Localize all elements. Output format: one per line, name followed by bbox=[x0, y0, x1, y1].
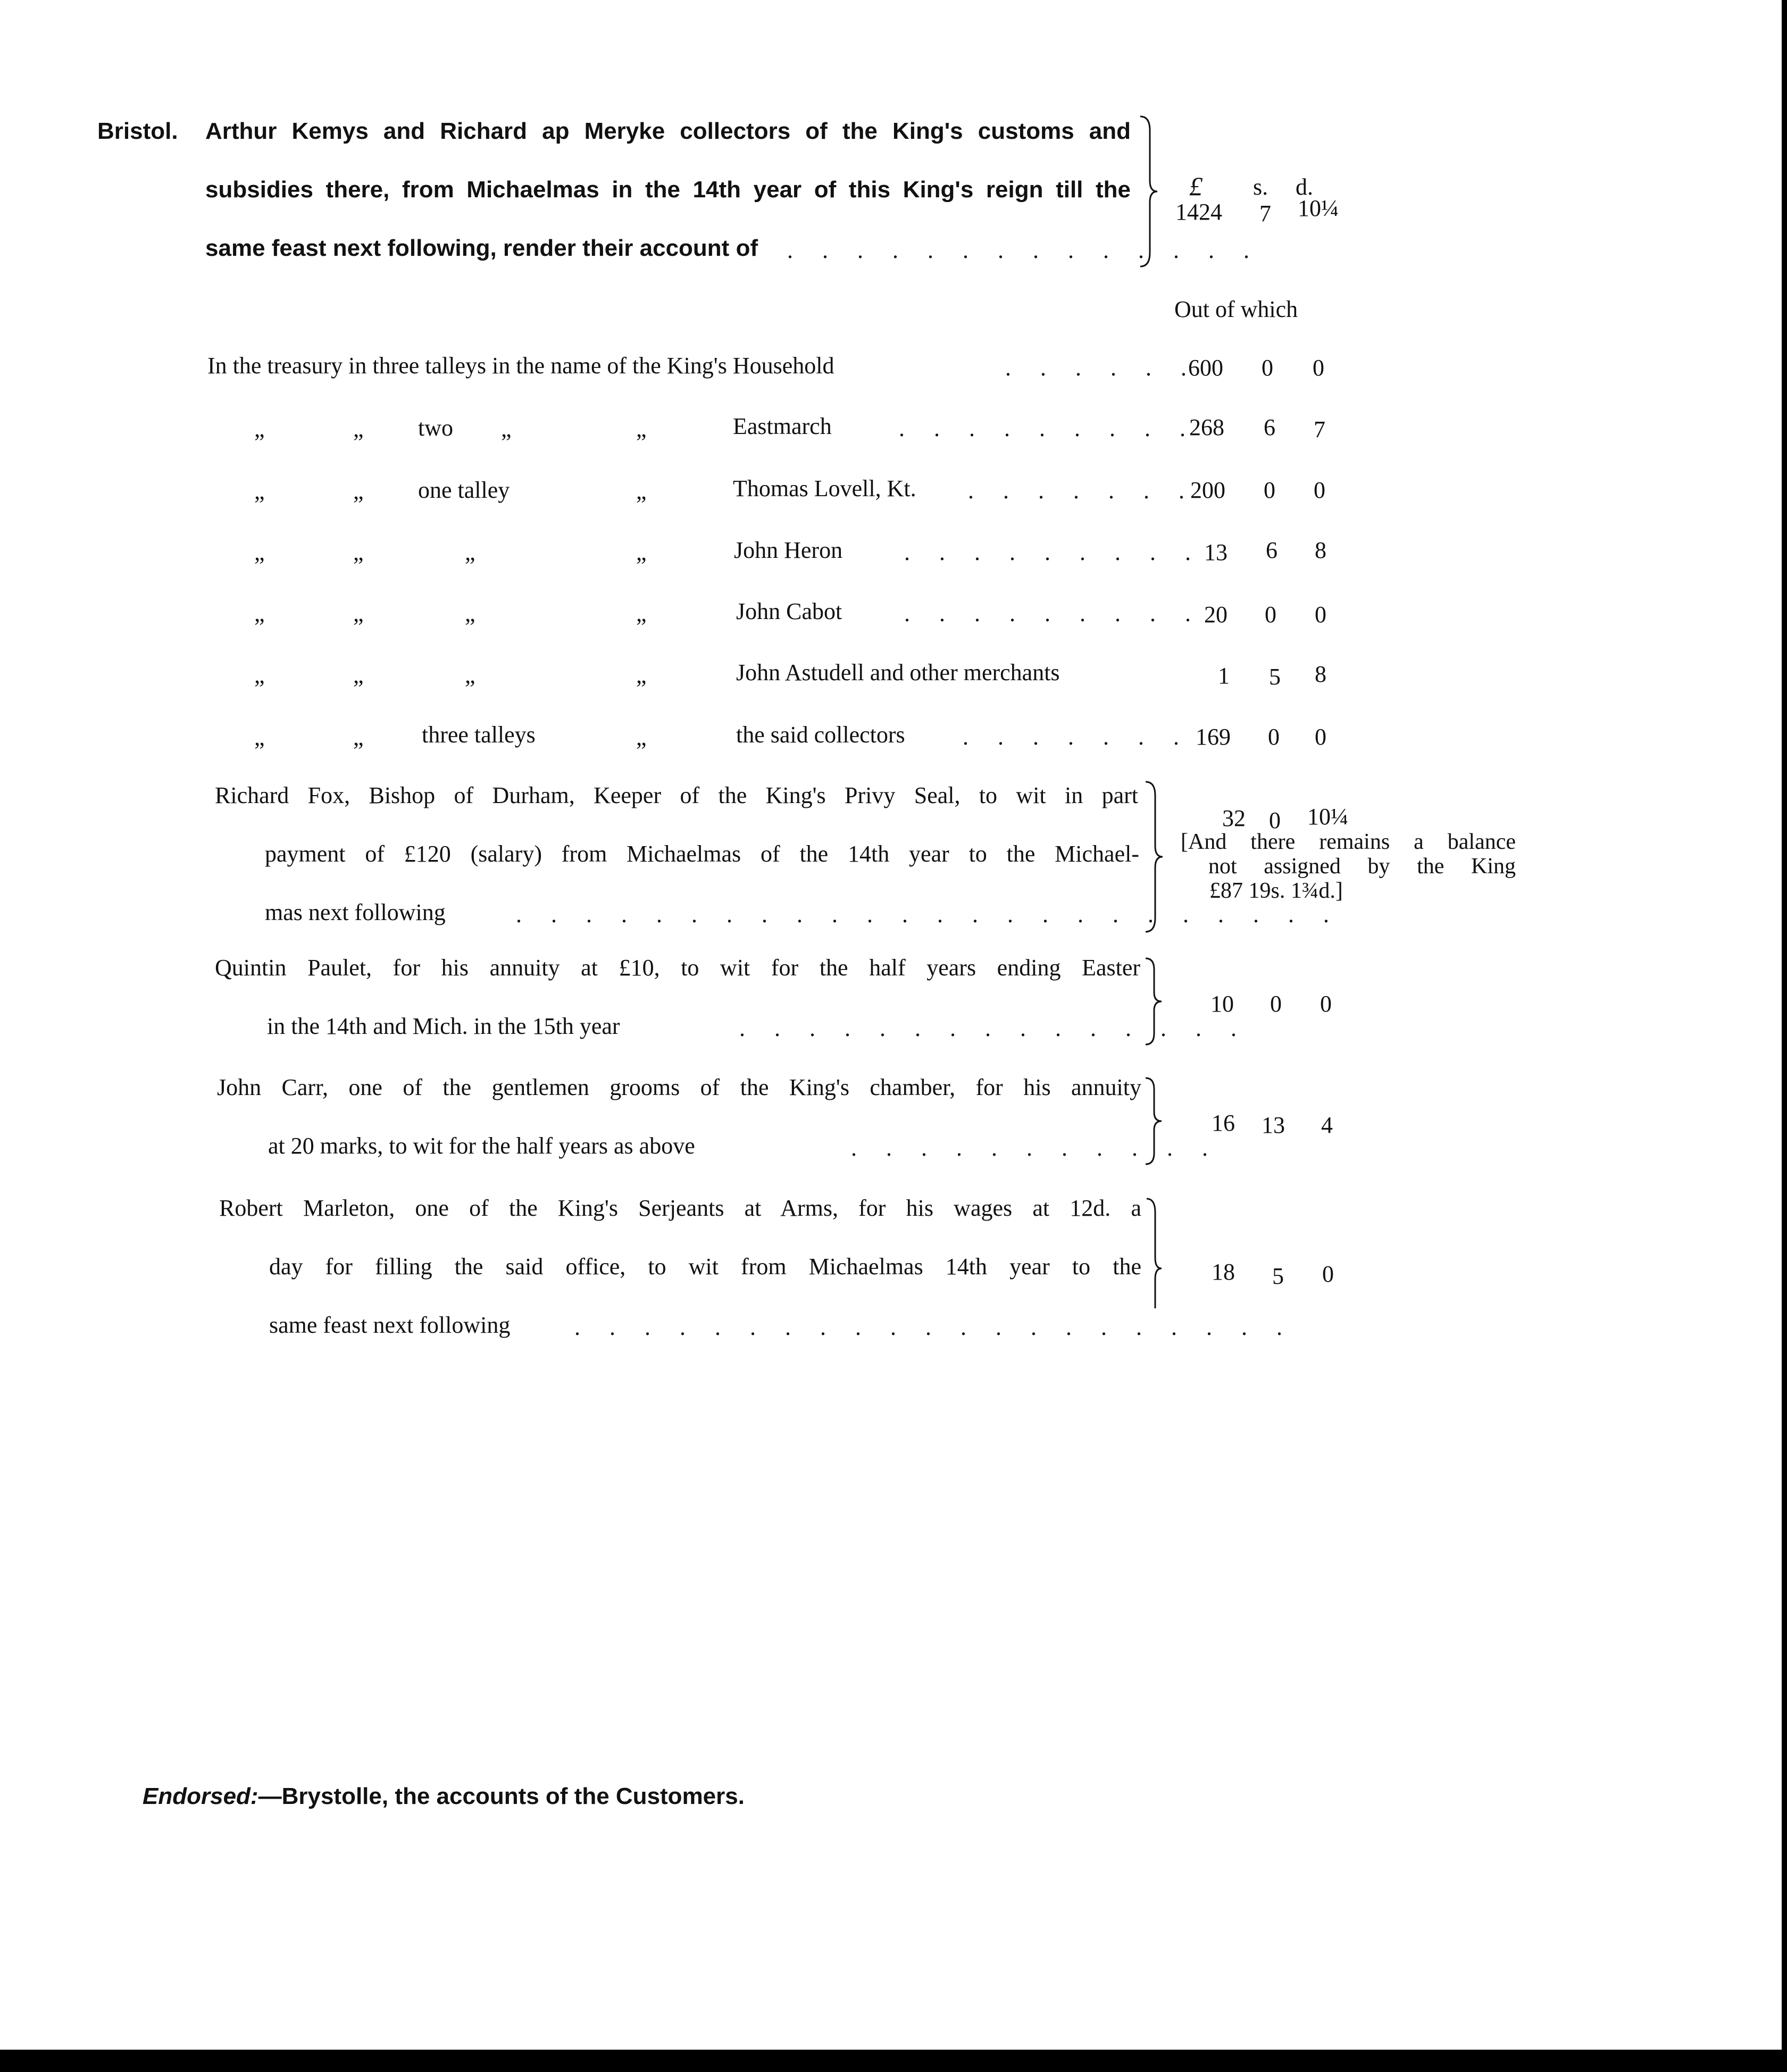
talley-count: one talley bbox=[418, 477, 510, 503]
payment-brace bbox=[1143, 780, 1165, 934]
endorsement-label: Endorsed: bbox=[143, 1783, 258, 1809]
payment-line: day for filling the said office, to wit from Michaelmas 14th year to the bbox=[269, 1254, 1141, 1280]
row-shillings: 0 bbox=[1264, 477, 1275, 503]
ditto-mark: „ bbox=[465, 539, 475, 565]
payment-pounds: 10 bbox=[1210, 991, 1234, 1017]
out-of-which-label: Out of which bbox=[1174, 296, 1298, 322]
leader-dots: . . . . . . . . . . . . . . . . . . . . . bbox=[574, 1314, 1294, 1340]
row-pence: 0 bbox=[1313, 355, 1324, 381]
leader-dots: . . . . . . . . . bbox=[899, 415, 1197, 441]
ditto-mark: „ bbox=[254, 662, 265, 688]
talley-name: Thomas Lovell, Kt. bbox=[733, 475, 916, 502]
leader-dots: . . . . . . . . . bbox=[904, 539, 1203, 565]
talley-name: John Cabot bbox=[736, 598, 842, 624]
payment-brace bbox=[1143, 1197, 1165, 1340]
row-pence: 7 bbox=[1314, 416, 1325, 442]
pence-symbol: d. bbox=[1296, 174, 1313, 200]
payment-shillings: 5 bbox=[1272, 1263, 1284, 1289]
place-heading: Bristol. bbox=[97, 118, 178, 144]
payment-line: at 20 marks, to wit for the half years as above bbox=[268, 1133, 695, 1159]
payment-line: John Carr, one of the gentlemen grooms of the King's chamber, for his annuity bbox=[217, 1074, 1141, 1100]
scan-edge-bottom bbox=[0, 2050, 1787, 2072]
leader-dots: . . . . . . . . . . . bbox=[851, 1135, 1220, 1161]
payment-line: Robert Marleton, one of the King's Serjeants at Arms, for his wages at 12d. a bbox=[219, 1195, 1141, 1221]
ditto-mark: „ bbox=[254, 600, 265, 626]
row-shillings: 6 bbox=[1266, 537, 1277, 563]
scan-edge-right bbox=[1782, 0, 1787, 2072]
ditto-mark: „ bbox=[465, 600, 475, 626]
leader-dots: . . . . . . . . . bbox=[904, 600, 1203, 626]
row-shillings: 0 bbox=[1262, 355, 1273, 381]
row-pounds: 200 bbox=[1190, 477, 1225, 503]
ditto-mark: „ bbox=[636, 539, 647, 565]
row-pounds: 600 bbox=[1188, 355, 1223, 381]
payment-line: same feast next following bbox=[269, 1312, 511, 1338]
payment-pence: 10¼ bbox=[1307, 804, 1348, 830]
payment-line: Richard Fox, Bishop of Durham, Keeper of the King's Privy Seal, to wit in part bbox=[215, 782, 1138, 808]
ditto-mark: „ bbox=[636, 416, 647, 442]
payment-pounds: 18 bbox=[1212, 1259, 1235, 1285]
talley-name: Eastmarch bbox=[733, 413, 832, 439]
ditto-mark: „ bbox=[254, 416, 265, 442]
payment-line: payment of £120 (salary) from Michaelmas of the 14th year to the Michael- bbox=[265, 841, 1139, 867]
talley-count: three talleys bbox=[422, 722, 536, 748]
balance-note-line: not assigned by the King bbox=[1208, 854, 1516, 879]
ditto-mark: „ bbox=[636, 600, 647, 626]
row-pounds: 20 bbox=[1204, 601, 1227, 628]
row-pence: 0 bbox=[1315, 724, 1326, 750]
payment-shillings: 13 bbox=[1262, 1112, 1285, 1138]
ditto-mark: „ bbox=[636, 724, 647, 750]
endorsement-text: —Brystolle, the accounts of the Customers. bbox=[258, 1783, 745, 1809]
pounds-symbol: £ bbox=[1189, 171, 1203, 201]
talley-name: John Heron bbox=[734, 537, 843, 563]
ditto-mark: „ bbox=[636, 478, 647, 504]
row-pence: 8 bbox=[1315, 661, 1326, 687]
payment-shillings: 0 bbox=[1269, 807, 1281, 833]
balance-note-line: [And there remains a balance bbox=[1181, 830, 1516, 854]
row-pounds: 13 bbox=[1204, 539, 1227, 565]
row-shillings: 0 bbox=[1265, 601, 1276, 628]
row-shillings: 0 bbox=[1268, 724, 1280, 750]
row-shillings: 6 bbox=[1264, 414, 1275, 440]
header-line-3: same feast next following, render their account of bbox=[205, 235, 758, 261]
row-pounds: 1 bbox=[1218, 663, 1230, 689]
payment-pounds: 16 bbox=[1212, 1110, 1235, 1136]
endorsement bbox=[143, 1785, 745, 1808]
ditto-mark: „ bbox=[353, 539, 364, 565]
payment-line: in the 14th and Mich. in the 15th year bbox=[267, 1013, 620, 1039]
total-pence: 10¼ bbox=[1298, 195, 1339, 221]
payment-line: mas next following bbox=[265, 899, 446, 925]
row-pounds: 268 bbox=[1189, 414, 1224, 440]
payment-line: Quintin Paulet, for his annuity at £10, to wit for the half years ending Easter bbox=[215, 955, 1140, 981]
header-leader-dots: . . . . . . . . . . . . . . bbox=[787, 237, 1261, 263]
row-pence: 8 bbox=[1315, 537, 1326, 563]
payment-brace bbox=[1143, 956, 1165, 1047]
leader-dots: . . . . . . . bbox=[963, 724, 1191, 750]
header-line-2: subsidies there, from Michaelmas in the 14th year of this King's reign till the bbox=[205, 177, 1131, 203]
payment-pence: 0 bbox=[1322, 1261, 1334, 1287]
leader-dots: . . . . . . bbox=[1005, 355, 1198, 381]
ditto-mark: „ bbox=[254, 724, 265, 750]
leader-dots: . . . . . . . . . . . . . . . . . . . . . . . . bbox=[516, 901, 1341, 928]
shillings-symbol: s. bbox=[1253, 174, 1268, 200]
talley-name: the said collectors bbox=[736, 722, 905, 748]
talley-count: two bbox=[418, 415, 453, 441]
balance-note-line: £87 19s. 1¾d.] bbox=[1209, 879, 1343, 903]
ditto-mark: „ bbox=[353, 724, 364, 750]
leader-dots: . . . . . . . bbox=[968, 478, 1196, 504]
row-pounds: 169 bbox=[1196, 724, 1231, 750]
ditto-mark: „ bbox=[636, 662, 647, 688]
ditto-mark: „ bbox=[353, 600, 364, 626]
talley-name: John Astudell and other merchants bbox=[736, 659, 1060, 686]
payment-shillings: 0 bbox=[1270, 991, 1282, 1017]
payment-pence: 4 bbox=[1321, 1112, 1333, 1138]
row-pence: 0 bbox=[1314, 477, 1325, 503]
ditto-mark: „ bbox=[501, 416, 512, 442]
ditto-mark: „ bbox=[353, 416, 364, 442]
header-brace bbox=[1138, 114, 1159, 269]
payment-pence: 0 bbox=[1320, 991, 1332, 1017]
ditto-mark: „ bbox=[353, 478, 364, 504]
row-shillings: 5 bbox=[1269, 664, 1281, 690]
treasury-line-1: In the treasury in three talleys in the name of the King's Household bbox=[207, 353, 834, 379]
ditto-mark: „ bbox=[353, 662, 364, 688]
ditto-mark: „ bbox=[254, 478, 265, 504]
payment-brace bbox=[1143, 1076, 1165, 1166]
row-pence: 0 bbox=[1315, 601, 1326, 628]
ditto-mark: „ bbox=[465, 662, 475, 688]
ditto-mark: „ bbox=[254, 539, 265, 565]
total-shillings: 7 bbox=[1259, 200, 1271, 227]
leader-dots: . . . . . . . . . . . . . . . bbox=[739, 1015, 1248, 1041]
payment-pounds: 32 bbox=[1222, 805, 1246, 831]
header-line-1: Arthur Kemys and Richard ap Meryke collectors of the King's customs and bbox=[205, 118, 1131, 144]
total-pounds: 1424 bbox=[1175, 199, 1222, 225]
